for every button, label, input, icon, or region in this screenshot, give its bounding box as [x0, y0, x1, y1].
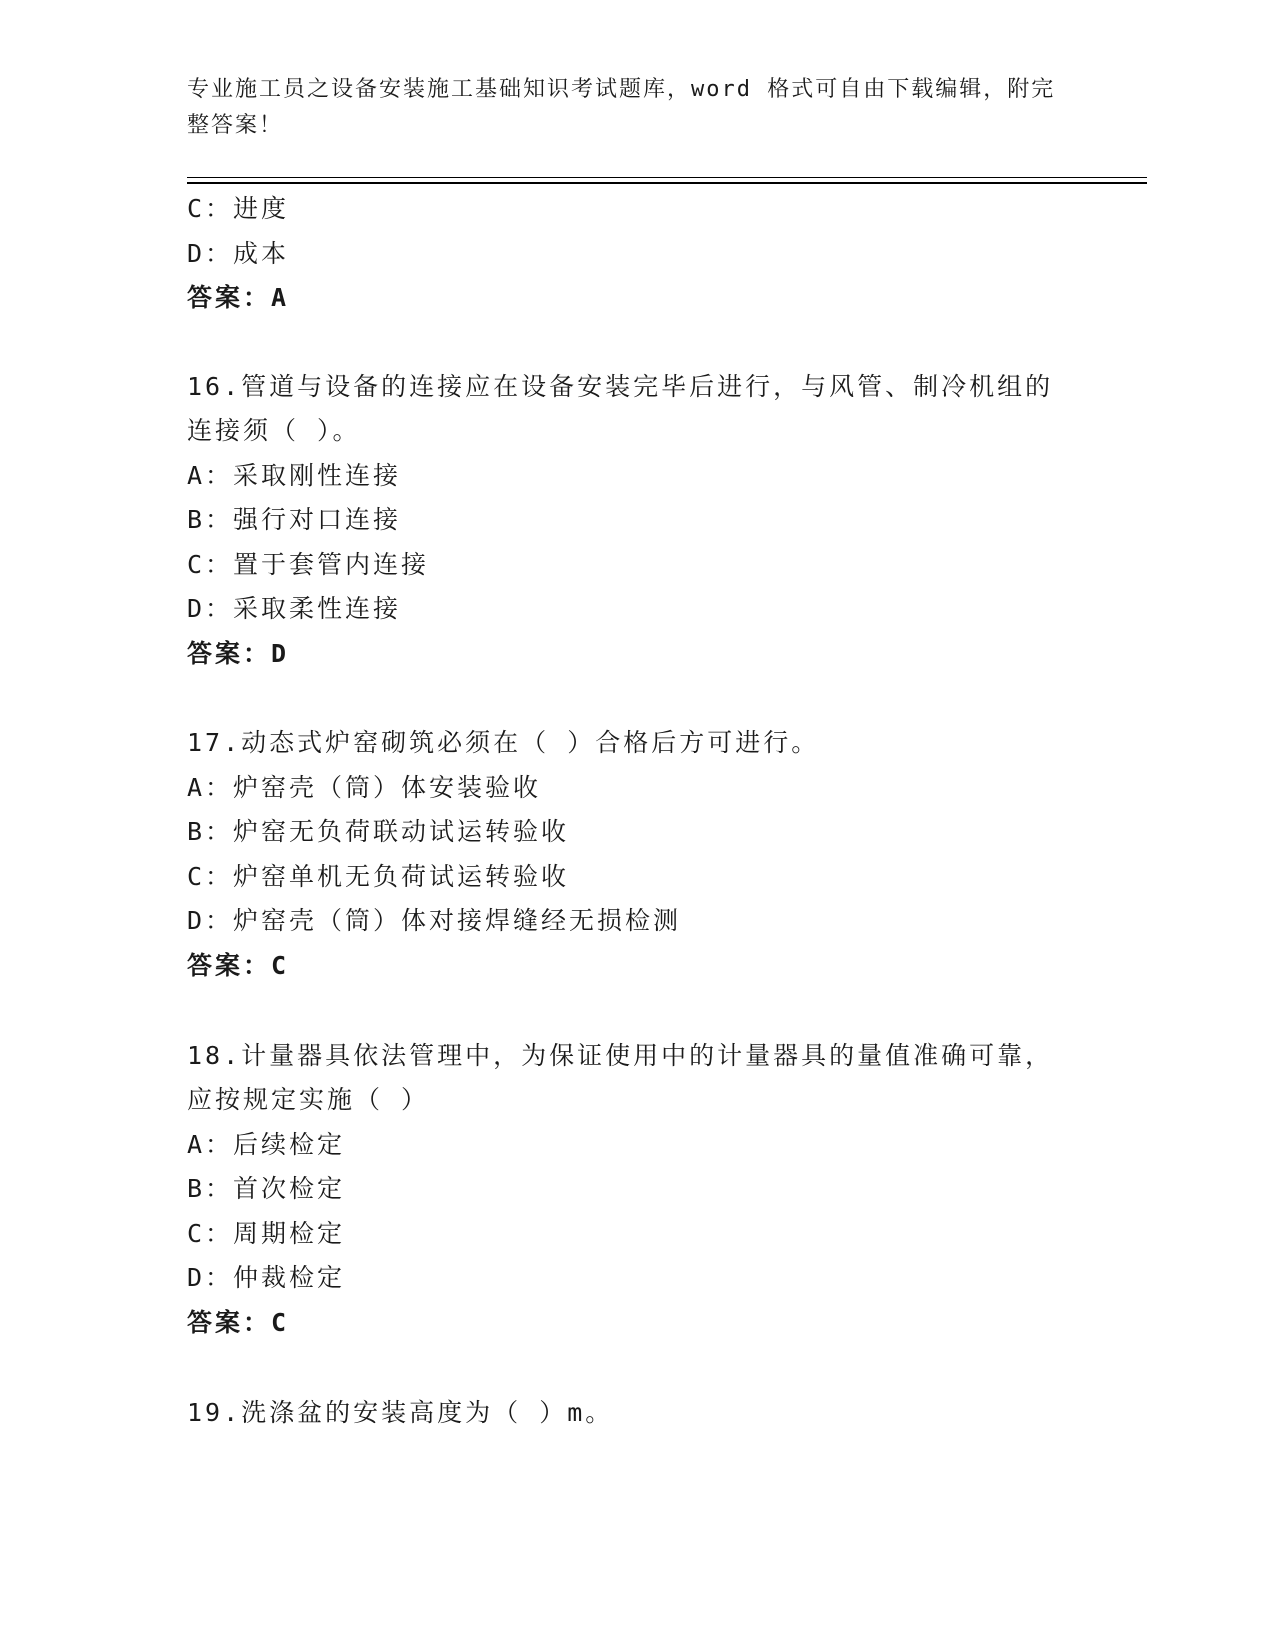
header-divider-thin [187, 177, 1147, 178]
q15-answer: 答案：A [187, 283, 290, 312]
q15-option-d: D：成本 [187, 239, 290, 268]
q18-option-a: A：后续检定 [187, 1130, 346, 1159]
header-divider-thick [187, 182, 1147, 184]
q18-option-d: D：仲裁检定 [187, 1263, 346, 1292]
q16-stem-line-1: 16.管道与设备的连接应在设备安装完毕后进行，与风管、制冷机组的 [187, 372, 1054, 401]
header-line-2: 整答案！ [187, 113, 284, 138]
q18-option-b: B：首次检定 [187, 1174, 346, 1203]
q17-option-a: A：炉窑壳（筒）体安装验收 [187, 773, 542, 802]
q18-stem-line-1: 18.计量器具依法管理中，为保证使用中的计量器具的量值准确可靠， [187, 1041, 1054, 1070]
q16-option-a: A：采取刚性连接 [187, 461, 402, 490]
q16-option-c: C：置于套管内连接 [187, 550, 430, 579]
q16-option-d: D：采取柔性连接 [187, 594, 402, 623]
q16-stem-line-2: 连接须（ ）。 [187, 416, 361, 445]
q18-answer: 答案：C [187, 1308, 290, 1337]
q18-stem-line-2: 应按规定实施（ ） [187, 1085, 430, 1114]
header-line-1: 专业施工员之设备安装施工基础知识考试题库，word 格式可自由下载编辑，附完 [187, 77, 1056, 102]
q17-option-b: B：炉窑无负荷联动试运转验收 [187, 817, 570, 846]
q18-option-c: C：周期检定 [187, 1219, 346, 1248]
document-header [187, 72, 1067, 144]
q19-stem-line-1: 19.洗涤盆的安装高度为（ ）m。 [187, 1398, 614, 1427]
q17-option-c: C：炉窑单机无负荷试运转验收 [187, 862, 570, 891]
q15-option-c: C：进度 [187, 194, 290, 223]
q17-option-d: D：炉窑壳（筒）体对接焊缝经无损检测 [187, 906, 682, 935]
q16-answer: 答案：D [187, 639, 290, 668]
q17-stem-line-1: 17.动态式炉窑砌筑必须在（ ）合格后方可进行。 [187, 728, 820, 757]
q16-option-b: B：强行对口连接 [187, 505, 402, 534]
q17-answer: 答案：C [187, 951, 290, 980]
